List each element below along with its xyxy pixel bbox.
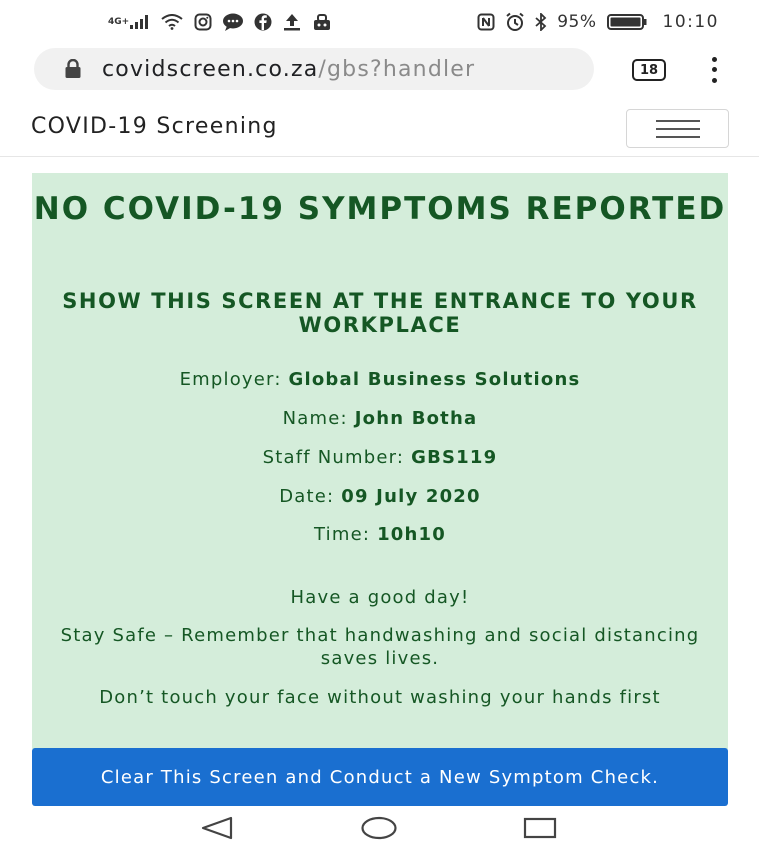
name-value: John Botha (354, 408, 478, 429)
clock: 10:10 (662, 12, 719, 32)
app-navbar (0, 100, 759, 157)
battery-percent: 95% (557, 12, 597, 32)
tab-switcher-button[interactable]: 18 (632, 59, 666, 81)
signal-icon (108, 15, 150, 29)
status-left-icons (108, 13, 332, 31)
status-bar (0, 0, 759, 44)
name-label: Name: (282, 408, 348, 429)
hamburger-line (656, 128, 700, 130)
address-bar[interactable] (34, 48, 594, 90)
lock-icon[interactable] (64, 59, 82, 79)
network-type: 4G+ (108, 17, 130, 27)
time-line (32, 524, 728, 546)
back-icon[interactable] (200, 816, 234, 840)
safety-message: Stay Safe – Remember that handwashing and social distancing saves lives. (60, 625, 700, 669)
battery-icon (607, 14, 647, 30)
instagram-icon (194, 13, 212, 31)
nfc-icon (477, 13, 495, 31)
menu-dot (712, 67, 717, 72)
staff-number-line (32, 447, 728, 469)
time-value: 10h10 (377, 524, 446, 545)
menu-dot (712, 57, 717, 62)
hygiene-message: Don’t touch your face without washing your hands first (99, 687, 661, 708)
browser-toolbar (0, 44, 759, 94)
date-label: Date: (279, 486, 335, 507)
browser-menu-icon[interactable] (704, 54, 724, 86)
alarm-icon (505, 12, 525, 32)
facebook-icon (254, 13, 272, 31)
url-host: covidscreen.co.za (102, 56, 319, 82)
menu-dot (712, 78, 717, 83)
url-path: /gbs?handler (318, 56, 476, 82)
hamburger-menu-button[interactable] (626, 109, 729, 148)
date-value: 09 July 2020 (341, 486, 481, 507)
hamburger-line (656, 120, 700, 122)
recents-icon[interactable] (523, 816, 557, 840)
staff-number-label: Staff Number: (262, 447, 405, 468)
home-icon[interactable] (361, 816, 397, 840)
game-icon (312, 13, 332, 31)
chat-icon (222, 13, 244, 31)
hamburger-line (656, 136, 700, 138)
system-nav-bar (0, 808, 759, 850)
staff-number-value: GBS119 (411, 447, 498, 468)
screening-result-panel (32, 173, 728, 749)
time-label: Time: (314, 524, 371, 545)
bluetooth-icon (535, 13, 547, 31)
employer-value: Global Business Solutions (288, 369, 581, 390)
wifi-icon (160, 14, 184, 30)
greeting-text: Have a good day! (290, 587, 470, 608)
brand-title[interactable]: COVID-19 Screening (31, 114, 278, 139)
status-right-icons (477, 12, 719, 32)
new-symptom-check-button[interactable]: Clear This Screen and Conduct a New Symptom Check. (32, 748, 728, 806)
result-headline: NO COVID-19 SYMPTOMS REPORTED (33, 191, 727, 227)
employer-label: Employer: (179, 369, 282, 390)
employer-line (32, 369, 728, 391)
upload-icon (282, 13, 302, 31)
entrance-instruction: SHOW THIS SCREEN AT THE ENTRANCE TO YOUR WORKPLACE (62, 289, 698, 337)
date-line (32, 486, 728, 508)
name-line (32, 408, 728, 430)
